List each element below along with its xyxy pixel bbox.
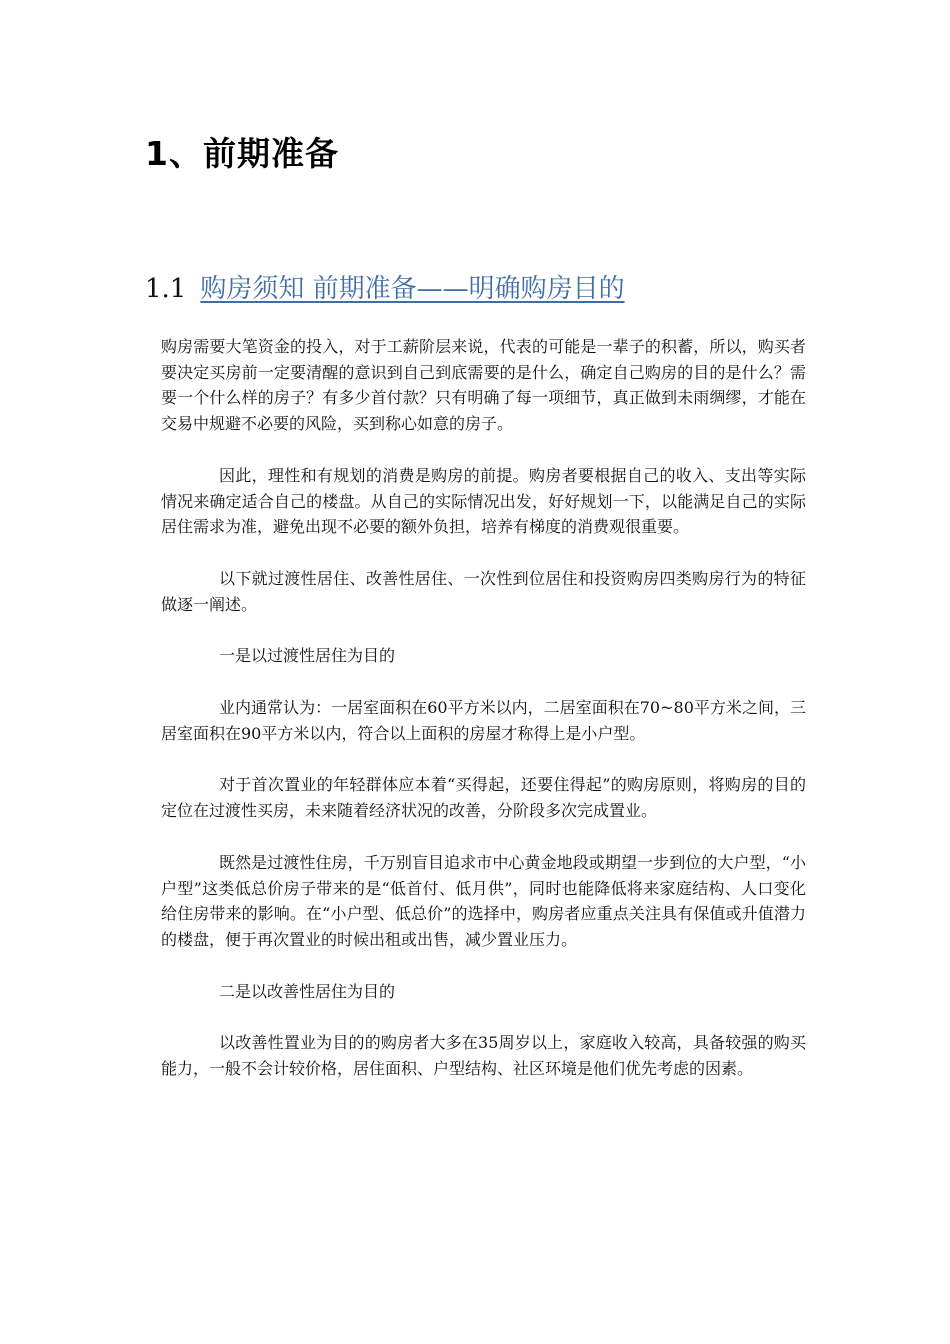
paragraph: 以改善性置业为目的的购房者大多在35周岁以上，家庭收入较高，具备较强的购买能力，一般不会计较价格，居住面积、户型结构、社区环境是他们优先考虑的因素。 bbox=[161, 1033, 806, 1079]
section-heading bbox=[145, 268, 625, 305]
paragraph: 以下就过渡性居住、改善性居住、一次性到位居住和投资购房四类购房行为的特征做逐一阐述。 bbox=[161, 568, 806, 614]
subsection-label: 一是以过渡性居住为目的 bbox=[219, 646, 396, 666]
section-number: 1.1 bbox=[145, 274, 187, 304]
paragraph: 对于首次置业的年轻群体应本着“买得起，还要住得起”的购房原则，将购房的目的定位在过渡性买房，未来随着经济状况的改善，分阶段多次完成置业。 bbox=[161, 775, 806, 821]
subsection-label: 二是以改善性居住为目的 bbox=[219, 981, 396, 1001]
chapter-heading: 1、前期准备 bbox=[145, 134, 339, 173]
paragraph: 因此，理性和有规划的消费是购房的前提。购房者要根据自己的收入、支出等实际情况来确定适合自己的楼盘。从自己的实际情况出发，好好规划一下，以能满足自己的实际居住需求为准，避免出现不必要的额外负担，培养有梯度的消费观很重要。 bbox=[161, 465, 806, 537]
body-text bbox=[161, 334, 806, 1108]
section-title-link[interactable]: 购房须知 前期准备——明确购房目的 bbox=[200, 274, 625, 304]
paragraph: 业内通常认为：一居室面积在60平方米以内，二居室面积在70~80平方米之间，三居室面积在90平方米以内，符合以上面积的房屋才称得上是小户型。 bbox=[161, 698, 806, 743]
paragraph: 购房需要大笔资金的投入，对于工薪阶层来说，代表的可能是一辈子的积蓄，所以，购买者要决定买房前一定要清醒的意识到自己到底需要的是什么，确定自己购房的目的是什么？需要一个什么样的房子？有多少首付款？只有明确了每一项细节，真正做到未雨绸缪，才能在交易中规避不必要的风险，买到称心如意的房子。 bbox=[161, 337, 806, 434]
paragraph: 既然是过渡性住房，千万别盲目追求市中心黄金地段或期望一步到位的大户型，“小户型”这类低总价房子带来的是“低首付、低月供”，同时也能降低将来家庭结构、人口变化给住房带来的影响。在“小户型、低总价”的选择中，购房者应重点关注具有保值或升值潜力的楼盘，便于再次置业的时候出租或出售，减少置业压力。 bbox=[161, 852, 806, 949]
